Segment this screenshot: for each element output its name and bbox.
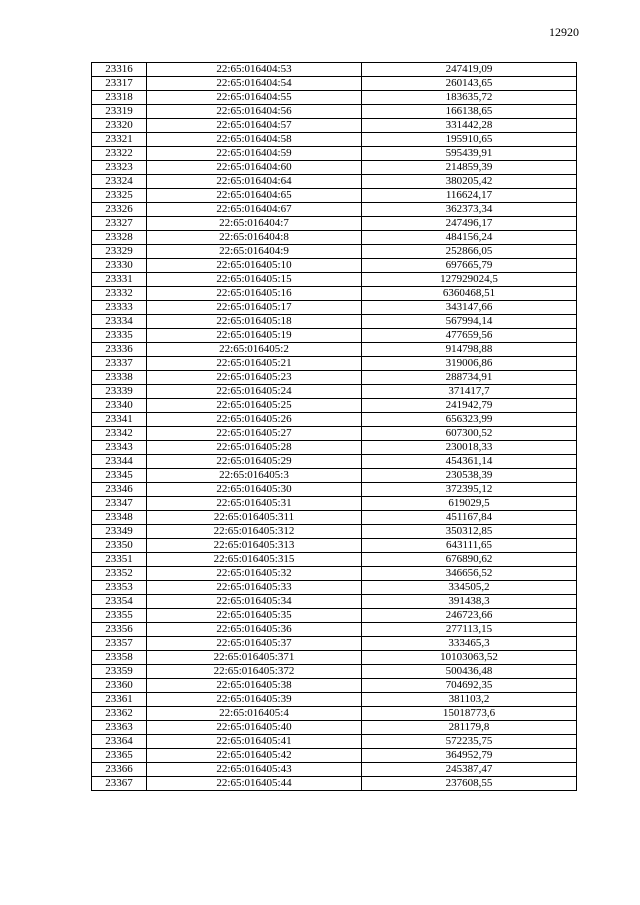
table-row [92, 203, 577, 217]
cadastral-value-cell: 166138,65 [362, 105, 577, 119]
cadastral-value-cell: 381103,2 [362, 693, 577, 707]
table-row [92, 105, 577, 119]
cadastral-number-cell: 22:65:016405:35 [147, 609, 362, 623]
row-number-cell: 23326 [92, 203, 147, 217]
cadastral-number-cell: 22:65:016405:2 [147, 343, 362, 357]
row-number-cell: 23325 [92, 189, 147, 203]
cadastral-number-cell: 22:65:016404:9 [147, 245, 362, 259]
row-number-cell: 23336 [92, 343, 147, 357]
table-row [92, 581, 577, 595]
cadastral-number-cell: 22:65:016404:56 [147, 105, 362, 119]
cadastral-number-cell: 22:65:016404:58 [147, 133, 362, 147]
row-number-cell: 23330 [92, 259, 147, 273]
row-number-cell: 23359 [92, 665, 147, 679]
row-number-cell: 23334 [92, 315, 147, 329]
row-number-cell: 23356 [92, 623, 147, 637]
cadastral-number-cell: 22:65:016405:43 [147, 763, 362, 777]
cadastral-value-cell: 116624,17 [362, 189, 577, 203]
table-row [92, 455, 577, 469]
table-row [92, 483, 577, 497]
cadastral-value-cell: 364952,79 [362, 749, 577, 763]
cadastral-value-cell: 343147,66 [362, 301, 577, 315]
cadastral-number-cell: 22:65:016404:59 [147, 147, 362, 161]
cadastral-value-cell: 333465,3 [362, 637, 577, 651]
cadastral-value-cell: 214859,39 [362, 161, 577, 175]
cadastral-value-cell: 607300,52 [362, 427, 577, 441]
cadastral-number-cell: 22:65:016405:44 [147, 777, 362, 791]
cadastral-value-cell: 183635,72 [362, 91, 577, 105]
table-row [92, 441, 577, 455]
table-row [92, 147, 577, 161]
cadastral-number-cell: 22:65:016405:24 [147, 385, 362, 399]
table-row [92, 763, 577, 777]
row-number-cell: 23338 [92, 371, 147, 385]
cadastral-number-cell: 22:65:016405:38 [147, 679, 362, 693]
row-number-cell: 23366 [92, 763, 147, 777]
cadastral-value-cell: 260143,65 [362, 77, 577, 91]
table-row [92, 539, 577, 553]
cadastral-value-cell: 676890,62 [362, 553, 577, 567]
cadastral-number-cell: 22:65:016404:8 [147, 231, 362, 245]
cadastral-number-cell: 22:65:016404:7 [147, 217, 362, 231]
table-row [92, 749, 577, 763]
cadastral-value-cell: 380205,42 [362, 175, 577, 189]
row-number-cell: 23349 [92, 525, 147, 539]
cadastral-number-cell: 22:65:016405:27 [147, 427, 362, 441]
page-number: 12920 [549, 25, 579, 39]
table-row [92, 525, 577, 539]
cadastral-number-cell: 22:65:016405:3 [147, 469, 362, 483]
row-number-cell: 23363 [92, 721, 147, 735]
cadastral-value-cell: 454361,14 [362, 455, 577, 469]
row-number-cell: 23360 [92, 679, 147, 693]
table-row [92, 287, 577, 301]
table-row [92, 91, 577, 105]
cadastral-number-cell: 22:65:016405:372 [147, 665, 362, 679]
cadastral-number-cell: 22:65:016405:36 [147, 623, 362, 637]
row-number-cell: 23324 [92, 175, 147, 189]
row-number-cell: 23321 [92, 133, 147, 147]
row-number-cell: 23351 [92, 553, 147, 567]
cadastral-number-cell: 22:65:016404:54 [147, 77, 362, 91]
row-number-cell: 23332 [92, 287, 147, 301]
table-row [92, 301, 577, 315]
row-number-cell: 23367 [92, 777, 147, 791]
table-row [92, 357, 577, 371]
row-number-cell: 23335 [92, 329, 147, 343]
cadastral-value-cell: 319006,86 [362, 357, 577, 371]
cadastral-value-cell: 277113,15 [362, 623, 577, 637]
cadastral-number-cell: 22:65:016405:32 [147, 567, 362, 581]
cadastral-value-cell: 288734,91 [362, 371, 577, 385]
cadastral-value-cell: 245387,47 [362, 763, 577, 777]
row-number-cell: 23346 [92, 483, 147, 497]
cadastral-number-cell: 22:65:016405:33 [147, 581, 362, 595]
cadastral-number-cell: 22:65:016405:15 [147, 273, 362, 287]
table-row [92, 133, 577, 147]
row-number-cell: 23362 [92, 707, 147, 721]
cadastral-value-cell: 281179,8 [362, 721, 577, 735]
cadastral-number-cell: 22:65:016405:16 [147, 287, 362, 301]
cadastral-value-table [91, 62, 577, 791]
row-number-cell: 23328 [92, 231, 147, 245]
table-row [92, 119, 577, 133]
table-row [92, 217, 577, 231]
cadastral-value-cell: 15018773,6 [362, 707, 577, 721]
cadastral-number-cell: 22:65:016405:21 [147, 357, 362, 371]
cadastral-value-cell: 484156,24 [362, 231, 577, 245]
table-row [92, 371, 577, 385]
table-row [92, 329, 577, 343]
cadastral-value-cell: 914798,88 [362, 343, 577, 357]
cadastral-value-cell: 595439,91 [362, 147, 577, 161]
cadastral-number-cell: 22:65:016405:34 [147, 595, 362, 609]
row-number-cell: 23317 [92, 77, 147, 91]
cadastral-value-cell: 500436,48 [362, 665, 577, 679]
cadastral-number-cell: 22:65:016405:10 [147, 259, 362, 273]
cadastral-number-cell: 22:65:016404:65 [147, 189, 362, 203]
row-number-cell: 23357 [92, 637, 147, 651]
cadastral-value-cell: 451167,84 [362, 511, 577, 525]
table-row [92, 175, 577, 189]
cadastral-value-cell: 127929024,5 [362, 273, 577, 287]
cadastral-value-cell: 371417,7 [362, 385, 577, 399]
row-number-cell: 23331 [92, 273, 147, 287]
cadastral-number-cell: 22:65:016405:39 [147, 693, 362, 707]
cadastral-value-cell: 697665,79 [362, 259, 577, 273]
cadastral-value-cell: 572235,75 [362, 735, 577, 749]
cadastral-value-cell: 656323,99 [362, 413, 577, 427]
cadastral-number-cell: 22:65:016405:42 [147, 749, 362, 763]
table-row [92, 609, 577, 623]
table-row [92, 315, 577, 329]
cadastral-value-cell: 643111,65 [362, 539, 577, 553]
cadastral-value-cell: 247496,17 [362, 217, 577, 231]
row-number-cell: 23364 [92, 735, 147, 749]
row-number-cell: 23354 [92, 595, 147, 609]
row-number-cell: 23340 [92, 399, 147, 413]
cadastral-value-cell: 372395,12 [362, 483, 577, 497]
cadastral-number-cell: 22:65:016405:37 [147, 637, 362, 651]
cadastral-value-cell: 6360468,51 [362, 287, 577, 301]
row-number-cell: 23358 [92, 651, 147, 665]
table-row [92, 735, 577, 749]
table-body [92, 63, 577, 791]
cadastral-number-cell: 22:65:016405:30 [147, 483, 362, 497]
row-number-cell: 23348 [92, 511, 147, 525]
row-number-cell: 23345 [92, 469, 147, 483]
table-row [92, 721, 577, 735]
cadastral-number-cell: 22:65:016405:312 [147, 525, 362, 539]
row-number-cell: 23352 [92, 567, 147, 581]
cadastral-number-cell: 22:65:016405:313 [147, 539, 362, 553]
cadastral-number-cell: 22:65:016404:53 [147, 63, 362, 77]
cadastral-number-cell: 22:65:016404:57 [147, 119, 362, 133]
table-row [92, 273, 577, 287]
row-number-cell: 23329 [92, 245, 147, 259]
table-row [92, 343, 577, 357]
cadastral-number-cell: 22:65:016404:60 [147, 161, 362, 175]
row-number-cell: 23355 [92, 609, 147, 623]
cadastral-value-cell: 619029,5 [362, 497, 577, 511]
table-row [92, 651, 577, 665]
cadastral-value-cell: 477659,56 [362, 329, 577, 343]
table-row [92, 679, 577, 693]
table-row [92, 385, 577, 399]
cadastral-value-cell: 350312,85 [362, 525, 577, 539]
table-row [92, 259, 577, 273]
row-number-cell: 23343 [92, 441, 147, 455]
table-row [92, 161, 577, 175]
cadastral-value-cell: 252866,05 [362, 245, 577, 259]
cadastral-number-cell: 22:65:016405:18 [147, 315, 362, 329]
cadastral-number-cell: 22:65:016405:29 [147, 455, 362, 469]
cadastral-number-cell: 22:65:016405:31 [147, 497, 362, 511]
cadastral-number-cell: 22:65:016405:41 [147, 735, 362, 749]
cadastral-number-cell: 22:65:016404:55 [147, 91, 362, 105]
table-row [92, 231, 577, 245]
table-row [92, 245, 577, 259]
table-row [92, 63, 577, 77]
table-row [92, 77, 577, 91]
table-row [92, 427, 577, 441]
row-number-cell: 23333 [92, 301, 147, 315]
table-row [92, 413, 577, 427]
table-row [92, 497, 577, 511]
table-row [92, 665, 577, 679]
cadastral-number-cell: 22:65:016404:67 [147, 203, 362, 217]
row-number-cell: 23327 [92, 217, 147, 231]
table-row [92, 595, 577, 609]
row-number-cell: 23344 [92, 455, 147, 469]
cadastral-number-cell: 22:65:016405:315 [147, 553, 362, 567]
row-number-cell: 23342 [92, 427, 147, 441]
cadastral-value-cell: 567994,14 [362, 315, 577, 329]
cadastral-value-cell: 230538,39 [362, 469, 577, 483]
row-number-cell: 23320 [92, 119, 147, 133]
row-number-cell: 23323 [92, 161, 147, 175]
cadastral-number-cell: 22:65:016405:4 [147, 707, 362, 721]
cadastral-value-cell: 331442,28 [362, 119, 577, 133]
cadastral-value-cell: 391438,3 [362, 595, 577, 609]
row-number-cell: 23353 [92, 581, 147, 595]
cadastral-value-cell: 246723,66 [362, 609, 577, 623]
row-number-cell: 23341 [92, 413, 147, 427]
cadastral-number-cell: 22:65:016405:28 [147, 441, 362, 455]
table-row [92, 189, 577, 203]
table-row [92, 623, 577, 637]
cadastral-value-cell: 247419,09 [362, 63, 577, 77]
cadastral-value-cell: 346656,52 [362, 567, 577, 581]
row-number-cell: 23361 [92, 693, 147, 707]
cadastral-number-cell: 22:65:016404:64 [147, 175, 362, 189]
cadastral-number-cell: 22:65:016405:40 [147, 721, 362, 735]
row-number-cell: 23350 [92, 539, 147, 553]
row-number-cell: 23337 [92, 357, 147, 371]
row-number-cell: 23318 [92, 91, 147, 105]
cadastral-value-cell: 10103063,52 [362, 651, 577, 665]
cadastral-value-cell: 237608,55 [362, 777, 577, 791]
cadastral-number-cell: 22:65:016405:23 [147, 371, 362, 385]
cadastral-number-cell: 22:65:016405:25 [147, 399, 362, 413]
cadastral-value-cell: 230018,33 [362, 441, 577, 455]
table-row [92, 553, 577, 567]
cadastral-value-cell: 704692,35 [362, 679, 577, 693]
cadastral-number-cell: 22:65:016405:17 [147, 301, 362, 315]
table-row [92, 511, 577, 525]
table-row [92, 637, 577, 651]
cadastral-value-cell: 195910,65 [362, 133, 577, 147]
cadastral-number-cell: 22:65:016405:371 [147, 651, 362, 665]
cadastral-number-cell: 22:65:016405:26 [147, 413, 362, 427]
table-row [92, 693, 577, 707]
cadastral-value-cell: 362373,34 [362, 203, 577, 217]
table-row [92, 399, 577, 413]
cadastral-value-cell: 241942,79 [362, 399, 577, 413]
row-number-cell: 23322 [92, 147, 147, 161]
cadastral-value-cell: 334505,2 [362, 581, 577, 595]
cadastral-number-cell: 22:65:016405:311 [147, 511, 362, 525]
table-row [92, 567, 577, 581]
table-row [92, 469, 577, 483]
row-number-cell: 23365 [92, 749, 147, 763]
row-number-cell: 23347 [92, 497, 147, 511]
table-row [92, 707, 577, 721]
row-number-cell: 23319 [92, 105, 147, 119]
cadastral-number-cell: 22:65:016405:19 [147, 329, 362, 343]
row-number-cell: 23316 [92, 63, 147, 77]
table-row [92, 777, 577, 791]
row-number-cell: 23339 [92, 385, 147, 399]
